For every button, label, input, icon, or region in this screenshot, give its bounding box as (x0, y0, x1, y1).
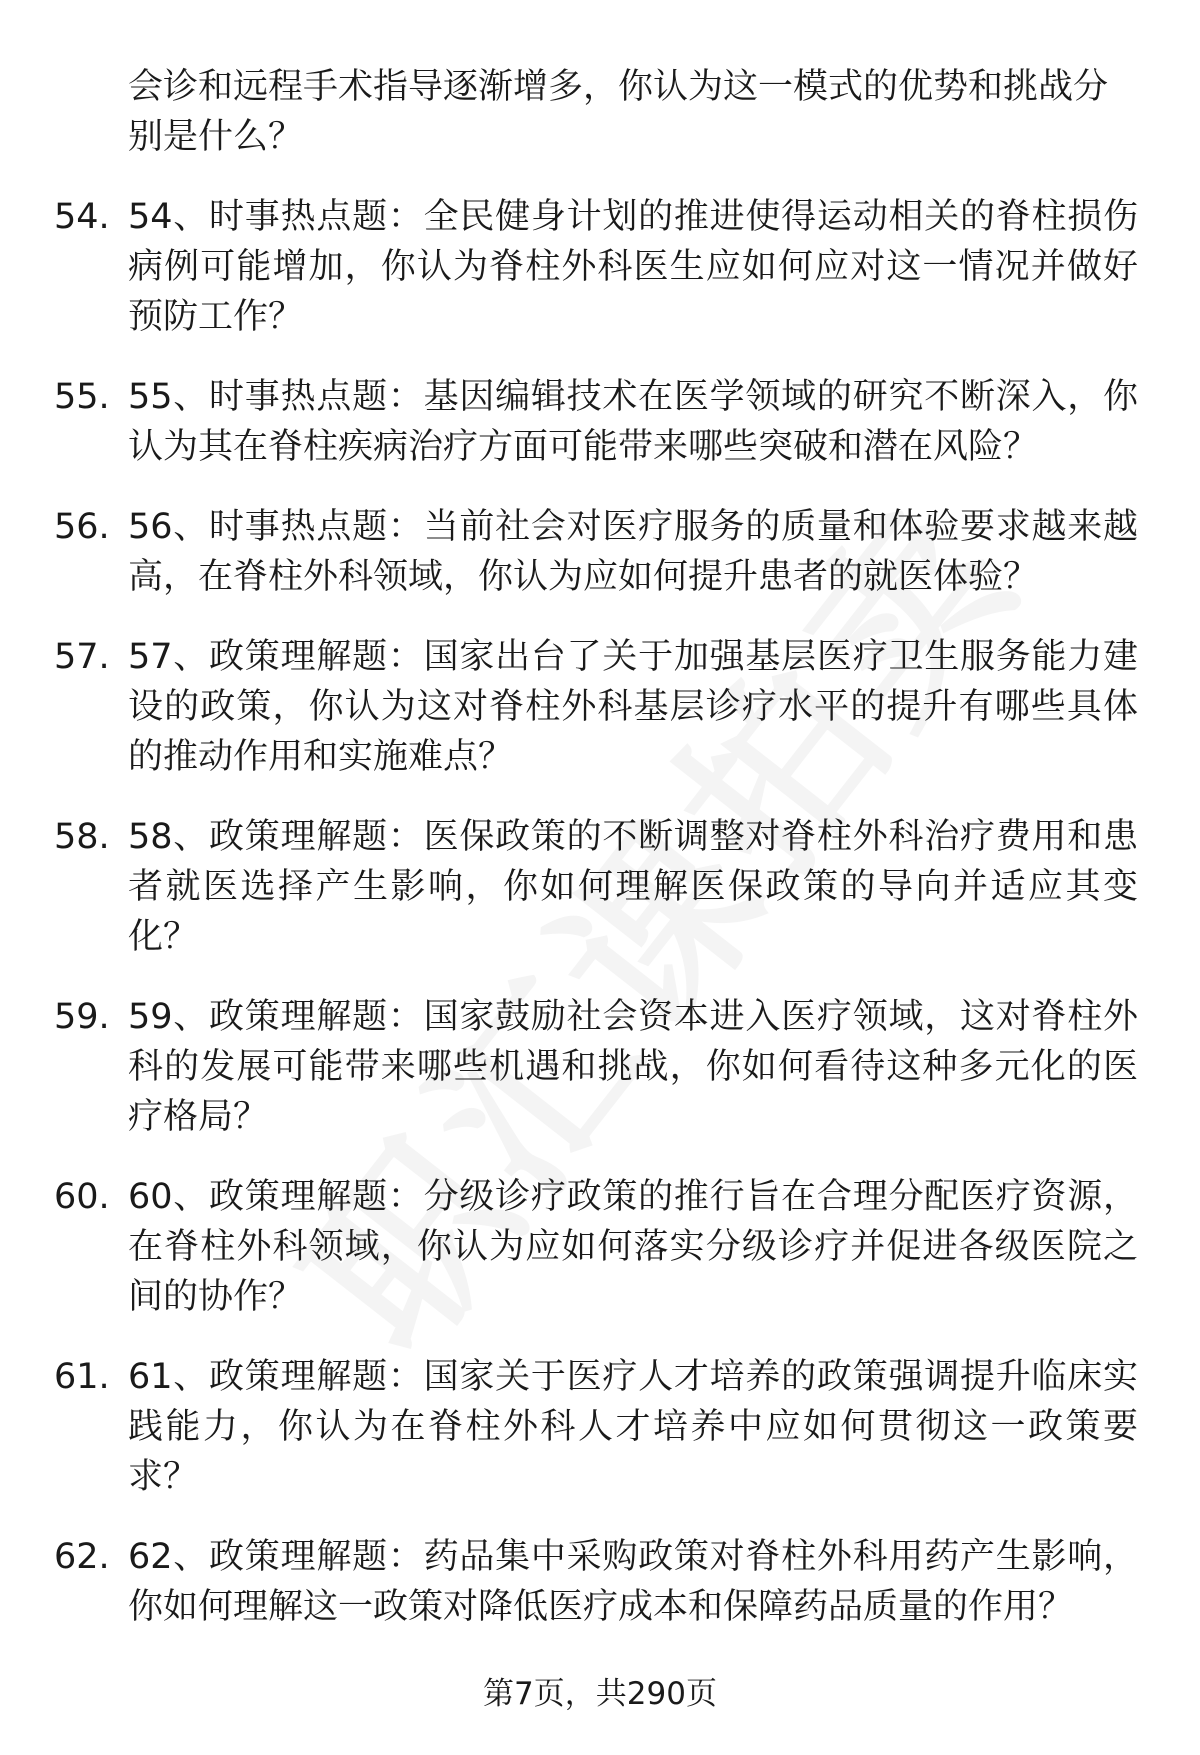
question-item (0, 1352, 1200, 1502)
question-text: 56、时事热点题：当前社会对医疗服务的质量和体验要求越来越高，在脊柱外科领域，你认为应如何提升患者的就医体验？ (128, 507, 1138, 597)
question-number: 62. (54, 1537, 110, 1577)
question-number: 56. (54, 507, 110, 547)
question-item (0, 1532, 1200, 1632)
question-number: 55. (54, 377, 110, 417)
question-item (0, 502, 1200, 602)
question-text: 60、政策理解题：分级诊疗政策的推行旨在合理分配医疗资源，在脊柱外科领域，你认为应如何落实分级诊疗并促进各级医院之间的协作？ (128, 1177, 1138, 1317)
question-text: 58、政策理解题：医保政策的不断调整对脊柱外科治疗费用和患者就医选择产生影响，你如何理解医保政策的导向并适应其变化？ (128, 817, 1138, 957)
page-footer: 第7页，共290页 (483, 1676, 717, 1712)
question-number: 58. (54, 817, 110, 857)
question-number: 60. (54, 1177, 110, 1217)
question-text: 59、政策理解题：国家鼓励社会资本进入医疗领域，这对脊柱外科的发展可能带来哪些机遇和挑战，你如何看待这种多元化的医疗格局？ (128, 997, 1138, 1137)
question-item (0, 812, 1200, 962)
question-text: 57、政策理解题：国家出台了关于加强基层医疗卫生服务能力建设的政策，你认为这对脊柱外科基层诊疗水平的提升有哪些具体的推动作用和实施难点？ (128, 637, 1138, 777)
continuation-text: 会诊和远程手术指导逐渐增多，你认为这一模式的优势和挑战分别是什么？ (128, 67, 1109, 157)
question-text: 55、时事热点题：基因编辑技术在医学领域的研究不断深入，你认为其在脊柱疾病治疗方面可能带来哪些突破和潜在风险？ (128, 377, 1138, 467)
question-text: 62、政策理解题：药品集中采购政策对脊柱外科用药产生影响，你如何理解这一政策对降低医疗成本和保障药品质量的作用？ (128, 1537, 1138, 1627)
question-item (0, 372, 1200, 472)
question-item (0, 992, 1200, 1142)
question-text: 61、政策理解题：国家关于医疗人才培养的政策强调提升临床实践能力，你认为在脊柱外科人才培养中应如何贯彻这一政策要求？ (128, 1357, 1138, 1497)
question-number: 61. (54, 1357, 110, 1397)
question-item (0, 192, 1200, 342)
question-number: 57. (54, 637, 110, 677)
question-item (0, 1172, 1200, 1322)
question-item (0, 632, 1200, 782)
question-number: 59. (54, 997, 110, 1037)
question-list (0, 62, 1200, 1662)
question-number: 54. (54, 197, 110, 237)
question-text: 54、时事热点题：全民健身计划的推进使得运动相关的脊柱损伤病例可能增加，你认为脊柱外科医生应如何应对这一情况并做好预防工作？ (128, 197, 1138, 337)
